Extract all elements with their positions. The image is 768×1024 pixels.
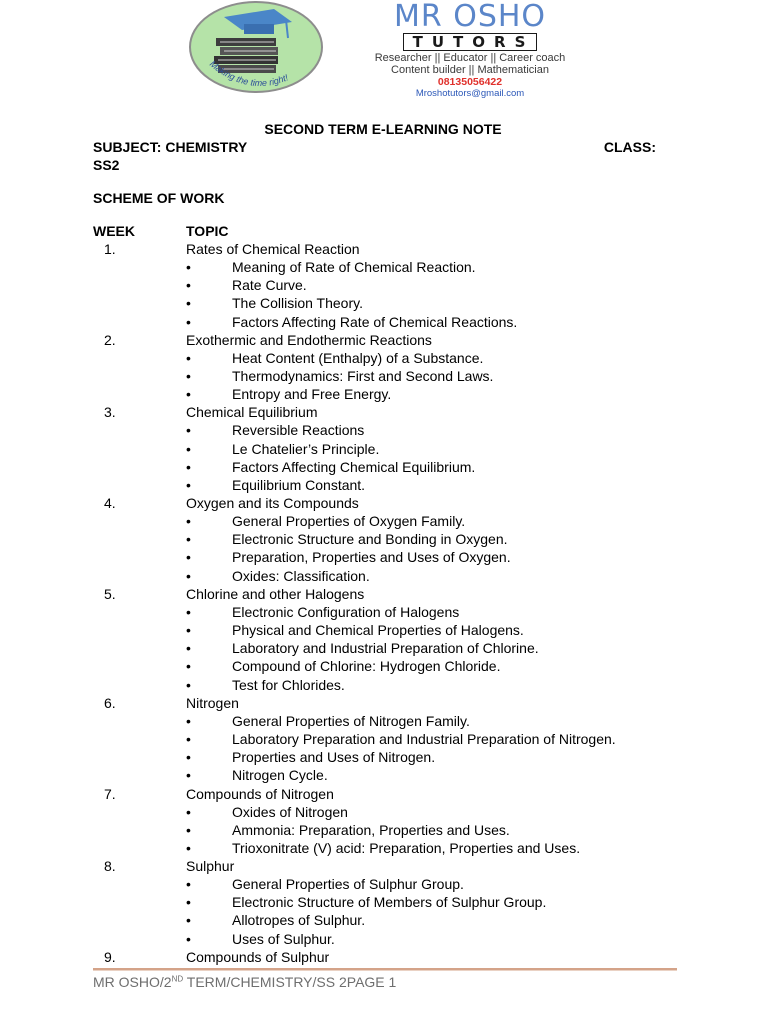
subtopic-text: Laboratory Preparation and Industrial Preparation of Nitrogen. [232,730,616,747]
bullet-icon: • [186,912,191,929]
subtopic-text: Ammonia: Preparation, Properties and Uses. [232,821,510,838]
week-number: 4. [104,495,116,512]
footer-suffix: TERM/CHEMISTRY/SS 2PAGE 1 [183,974,397,990]
books-cap-emblem-icon [186,0,326,96]
week-list [93,240,673,966]
subtopic-item [93,911,673,929]
class-value: SS2 [93,157,120,173]
bullet-icon: • [186,422,191,439]
bullet-icon: • [186,712,191,729]
week-topic: Chlorine and other Halogens [186,585,365,602]
logo-header [186,0,586,99]
bullet-icon: • [186,295,191,312]
week-topic: Nitrogen [186,694,239,711]
bullet-icon: • [186,821,191,838]
subtopic-text: Electronic Structure of Members of Sulphur Group. [232,894,547,911]
week-item [93,494,673,585]
subject-label: SUBJECT: CHEMISTRY [93,139,248,155]
subtopic-item [93,458,673,476]
bullet-icon: • [186,259,191,275]
subtopic-text: The Collision Theory. [232,295,363,312]
subtopic-item [93,276,673,294]
subtopic-item [93,748,673,766]
subtopic-item [93,421,673,439]
subtopic-item [93,839,673,857]
week-number: 8. [104,858,116,875]
subtopic-item [93,712,673,730]
subtopic-item [93,821,673,839]
subtopic-text: Test for Chlorides. [232,676,345,693]
bullet-icon: • [186,676,191,693]
subtopic-text: Le Chatelier’s Principle. [232,440,380,457]
scheme-heading: SCHEME OF WORK [93,190,225,206]
brand-email: Mroshotutors@gmail.com [415,88,525,99]
subtopic-item [93,766,673,784]
subtopic-item [93,367,673,385]
footer-divider [93,968,677,971]
week-topic: Compounds of Sulphur [186,948,330,965]
subtopic-item [93,440,673,458]
bullet-icon: • [186,767,191,784]
subtopic-item [93,676,673,694]
subtopic-item [93,349,673,367]
week-item [93,331,673,404]
bullet-icon: • [186,749,191,766]
subtopic-item [93,294,673,312]
week-item [93,857,673,948]
subtopic-text: Reversible Reactions [232,422,365,439]
week-item [93,694,673,785]
bullet-icon: • [186,513,191,530]
subtopic-text: Heat Content (Enthalpy) of a Substance. [232,349,484,366]
topic-column-header: TOPIC [186,223,229,239]
subtopic-item [93,621,673,639]
subtopic-item [93,476,673,494]
brand-phone: 08135056422 [437,76,503,88]
bullet-icon: • [186,549,191,566]
subtopic-item [93,875,673,893]
subtopic-item [93,530,673,548]
subtopic-item [93,313,673,331]
subtopic-item [93,258,673,276]
week-item [93,785,673,858]
subtopic-text: Uses of Sulphur. [232,930,335,947]
subtopic-text: Oxides: Classification. [232,567,370,584]
page-footer [93,974,396,990]
footer-prefix: MR OSHO/2 [93,974,172,990]
week-number: 1. [104,241,116,257]
week-topic: Sulphur [186,858,235,875]
bullet-icon: • [186,277,191,294]
subtopic-text: Oxides of Nitrogen [232,803,348,820]
week-topic: Rates of Chemical Reaction [186,241,360,257]
table-header [93,222,673,240]
week-topic: Compounds of Nitrogen [186,785,334,802]
subtopic-text: Allotropes of Sulphur. [232,912,366,929]
subtopic-text: Preparation, Properties and Uses of Oxygen. [232,549,511,566]
bullet-icon: • [186,640,191,657]
week-number: 6. [104,694,116,711]
subtopic-text: Thermodynamics: First and Second Laws. [232,367,494,384]
bullet-icon: • [186,730,191,747]
week-number: 2. [104,331,116,348]
week-number: 5. [104,585,116,602]
subtopic-item [93,657,673,675]
bullet-icon: • [186,476,191,493]
week-item [93,240,673,331]
subtopic-item [93,567,673,585]
subtopic-item [93,548,673,566]
subject-row [93,138,673,156]
document-body [93,120,673,966]
bullet-icon: • [186,367,191,384]
subtopic-text: Compound of Chlorine: Hydrogen Chloride. [232,658,501,675]
week-topic: Chemical Equilibrium [186,404,318,421]
week-number: 9. [104,948,116,965]
week-item [93,585,673,694]
subtopic-text: Properties and Uses of Nitrogen. [232,749,436,766]
week-item [93,948,673,966]
subtopic-text: Nitrogen Cycle. [232,767,328,784]
subtopic-item [93,512,673,530]
subtopic-text: Rate Curve. [232,277,307,294]
document-title: SECOND TERM E-LEARNING NOTE [264,121,502,137]
subtopic-item [93,730,673,748]
subtopic-text: Physical and Chemical Properties of Halogens. [232,622,524,638]
brand-subtitle: TUTORS [403,33,538,51]
bullet-icon: • [186,894,191,911]
week-topic: Exothermic and Endothermic Reactions [186,331,432,348]
subtopic-text: Laboratory and Industrial Preparation of Chlorine. [232,640,539,657]
bullet-icon: • [186,803,191,820]
subtopic-item [93,893,673,911]
bullet-icon: • [186,839,191,856]
brand-roles-line-1: Researcher || Educator || Career coach [374,52,566,64]
bullet-icon: • [186,930,191,947]
subtopic-text: Factors Affecting Rate of Chemical Reactions. [232,313,518,330]
bullet-icon: • [186,622,191,638]
bullet-icon: • [186,440,191,457]
logo-tagline: Making the time right! [207,58,290,89]
week-number: 7. [104,785,116,802]
subtopic-item [93,930,673,948]
week-column-header: WEEK [93,223,135,239]
subtopic-text: Electronic Structure and Bonding in Oxygen. [232,531,508,548]
subtopic-text: General Properties of Nitrogen Family. [232,712,470,729]
bullet-icon: • [186,458,191,475]
footer-superscript: ND [171,974,184,984]
week-number: 3. [104,404,116,421]
bullet-icon: • [186,313,191,330]
week-topic: Oxygen and its Compounds [186,495,359,512]
bullet-icon: • [186,531,191,548]
subtopic-text: Entropy and Free Energy. [232,386,392,403]
bullet-icon: • [186,603,191,620]
bullet-icon: • [186,658,191,675]
bullet-icon: • [186,349,191,366]
subtopic-text: General Properties of Sulphur Group. [232,876,464,893]
brand-roles-line-2: Content builder || Mathematician [391,64,549,76]
subtopic-text: General Properties of Oxygen Family. [232,513,466,530]
subtopic-item [93,603,673,621]
brand-name: MR OSHO [393,0,547,34]
bullet-icon: • [186,876,191,893]
subtopic-text: Factors Affecting Chemical Equilibrium. [232,458,476,475]
class-label: CLASS: [603,139,656,155]
brand-block [350,2,590,99]
bullet-icon: • [186,386,191,403]
subtopic-text: Electronic Configuration of Halogens [232,603,460,620]
subtopic-item [93,385,673,403]
week-item [93,403,673,494]
subtopic-item [93,803,673,821]
subtopic-text: Trioxonitrate (V) acid: Preparation, Properties and Uses. [232,839,581,856]
subtopic-item [93,639,673,657]
subtopic-text: Meaning of Rate of Chemical Reaction. [232,259,476,275]
subtopic-text: Equilibrium Constant. [232,476,366,493]
bullet-icon: • [186,567,191,584]
